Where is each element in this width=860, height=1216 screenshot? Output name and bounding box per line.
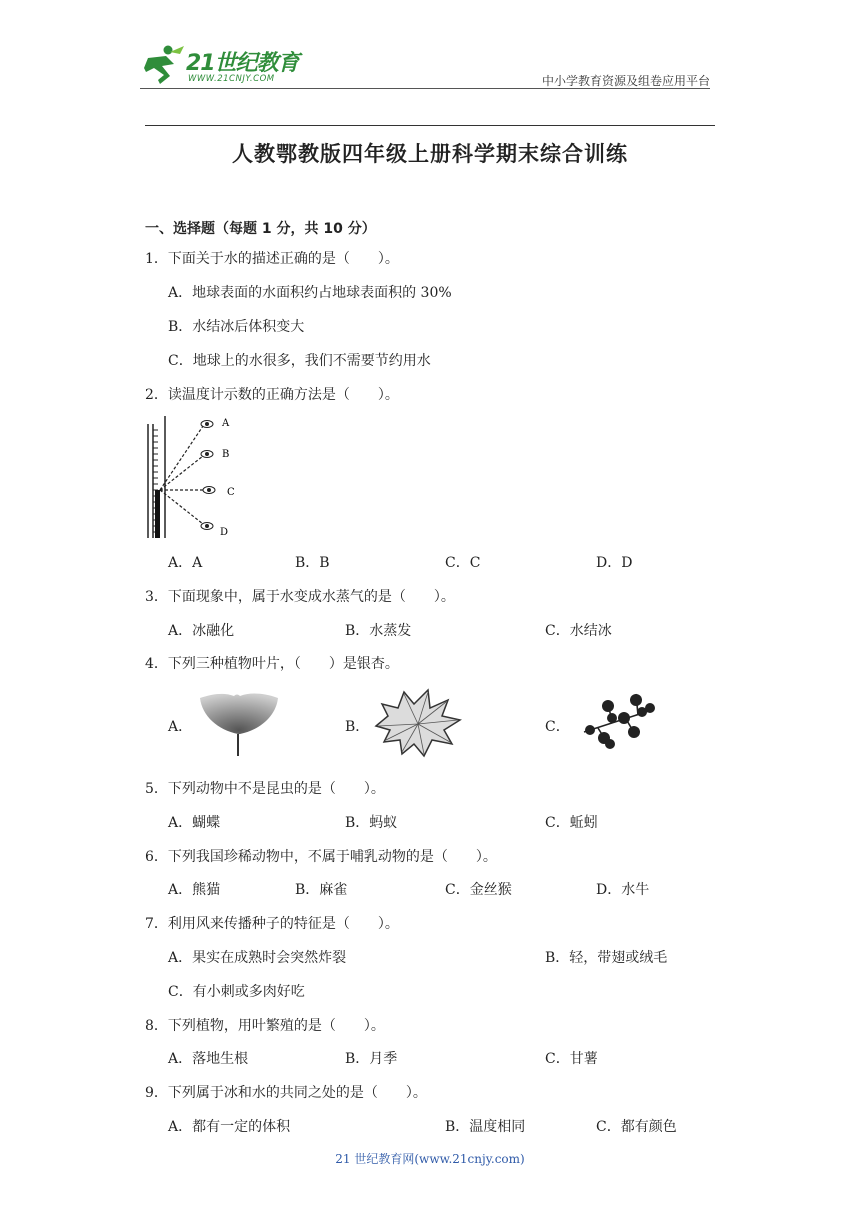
- figure-label-a: A: [222, 418, 230, 429]
- question-5-option-b[interactable]: B．蚂蚁: [345, 815, 398, 831]
- question-5-option-a[interactable]: A．蝴蝶: [168, 815, 221, 831]
- question-8-option-a[interactable]: A．落地生根: [168, 1051, 249, 1067]
- runner-logo-icon: [140, 44, 186, 88]
- question-9-option-a[interactable]: A．都有一定的体积: [168, 1119, 291, 1135]
- question-5-stem: 5．下列动物中不是昆虫的是（ ）。: [145, 781, 385, 797]
- figure-label-d: D: [220, 527, 229, 538]
- question-4-option-b[interactable]: B．: [345, 719, 370, 735]
- question-7-stem: 7．利用风来传播种子的特征是（ ）。: [145, 916, 399, 932]
- question-1-option-b[interactable]: B．水结冰后体积变大: [168, 319, 305, 335]
- question-2-option-a[interactable]: A．A: [168, 555, 203, 571]
- brand-logo: [140, 44, 310, 92]
- question-9-option-c[interactable]: C．都有颜色: [596, 1119, 677, 1135]
- question-9-option-b[interactable]: B．温度相同: [445, 1119, 526, 1135]
- logo-url: WWW.21CNJY.COM: [188, 74, 275, 84]
- question-8-option-c[interactable]: C．甘薯: [545, 1051, 598, 1067]
- pine-branch-icon: [578, 688, 658, 752]
- page-title: 人教鄂教版四年级上册科学期末综合训练: [232, 142, 628, 166]
- footer-link[interactable]: 21 世纪教育网(www.21cnjy.com): [335, 1152, 525, 1166]
- question-1-option-c[interactable]: C．地球上的水很多，我们不需要节约用水: [168, 353, 431, 369]
- question-2-stem: 2．读温度计示数的正确方法是（ ）。: [145, 387, 399, 403]
- question-2-option-c[interactable]: C．C: [445, 555, 481, 571]
- question-8-option-b[interactable]: B．月季: [345, 1051, 398, 1067]
- question-8-stem: 8．下列植物，用叶繁殖的是（ ）。: [145, 1018, 385, 1034]
- section-heading: 一、选择题（每题 1 分，共 10 分）: [145, 221, 376, 237]
- logo-wordmark: 21世纪教育: [186, 51, 299, 76]
- title-divider: [145, 125, 715, 126]
- question-6-stem: 6．下列我国珍稀动物中，不属于哺乳动物的是（ ）。: [145, 849, 497, 865]
- question-6-option-d[interactable]: D．水牛: [596, 882, 650, 898]
- question-6-option-a[interactable]: A．熊猫: [168, 882, 221, 898]
- figure-label-b: B: [222, 449, 230, 460]
- question-6-option-c[interactable]: C．金丝猴: [445, 882, 512, 898]
- ginkgo-leaf-icon: [198, 690, 280, 758]
- question-4-stem: 4．下列三种植物叶片，（ ）是银杏。: [145, 656, 399, 672]
- figure-label-c: C: [227, 487, 235, 498]
- question-2-option-d[interactable]: D．D: [596, 555, 633, 571]
- question-4-option-c[interactable]: C．: [545, 719, 570, 735]
- question-3-option-b[interactable]: B．水蒸发: [345, 623, 412, 639]
- header-divider: [140, 88, 710, 89]
- question-7-option-b[interactable]: B．轻，带翅或绒毛: [545, 950, 668, 966]
- eye-icon: [201, 421, 215, 530]
- question-7-option-c[interactable]: C．有小刺或多肉好吃: [168, 984, 305, 1000]
- question-9-stem: 9．下列属于冰和水的共同之处的是（ ）。: [145, 1085, 427, 1101]
- question-5-option-c[interactable]: C．蚯蚓: [545, 815, 598, 831]
- question-3-stem: 3．下面现象中，属于水变成水蒸气的是（ ）。: [145, 589, 455, 605]
- thermometer-reading-figure: [145, 410, 245, 542]
- question-7-option-a[interactable]: A．果实在成熟时会突然炸裂: [168, 950, 347, 966]
- question-1-stem: 1．下面关于水的描述正确的是（ ）。: [145, 251, 399, 267]
- question-2-option-b[interactable]: B．B: [295, 555, 330, 571]
- maple-leaf-icon: [370, 686, 464, 758]
- question-3-option-a[interactable]: A．冰融化: [168, 623, 235, 639]
- header-tagline: 中小学教育资源及组卷应用平台: [541, 74, 710, 88]
- question-6-option-b[interactable]: B．麻雀: [295, 882, 348, 898]
- question-4-option-a[interactable]: A．: [168, 719, 193, 735]
- question-3-option-c[interactable]: C．水结冰: [545, 623, 612, 639]
- question-1-option-a[interactable]: A．地球表面的水面积约占地球表面积的 30%: [168, 285, 452, 301]
